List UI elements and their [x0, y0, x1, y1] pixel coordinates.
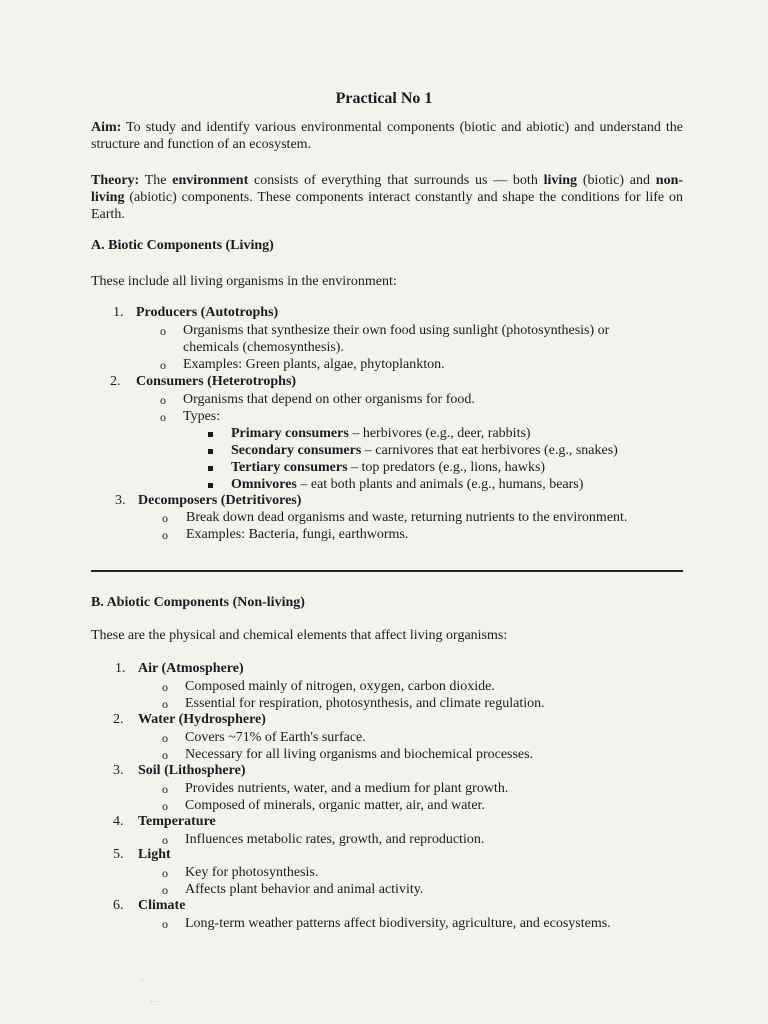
aim-paragraph — [91, 119, 683, 153]
bullet-icon: o — [160, 410, 166, 424]
bullet-icon: o — [162, 748, 168, 762]
theory-text: The — [139, 173, 173, 188]
list-subitem: Provides nutrients, water, and a medium for plant growth. — [185, 781, 509, 796]
list-subitem: Necessary for all living organisms and biochemical processes. — [185, 747, 534, 762]
aim-label: Aim: — [91, 120, 122, 135]
list-subitem: Organisms that synthesize their own food using sunlight (photosynthesis) or — [183, 323, 610, 338]
bullet-icon: o — [162, 697, 168, 711]
consumer-type — [231, 443, 618, 459]
list-number: 3. — [115, 493, 126, 508]
bullet-icon: o — [162, 528, 168, 542]
list-subitem: Break down dead organisms and waste, returning nutrients to the environment. — [186, 510, 628, 525]
list-subitem: Influences metabolic rates, growth, and reproduction. — [185, 832, 485, 847]
bullet-icon: o — [162, 782, 168, 796]
list-subitem: Covers ~71% of Earth's surface. — [185, 730, 366, 745]
theory-bold-term: living — [543, 173, 578, 188]
abiotic-intro: These are the physical and chemical elements that affect living organisms: — [91, 628, 508, 643]
square-bullet-icon — [208, 466, 213, 471]
bullet-icon: o — [162, 799, 168, 813]
theory-bold-term: environment — [172, 173, 249, 188]
bullet-icon: o — [162, 883, 168, 897]
consumer-type-desc: – eat both plants and animals (e.g., humans, bears) — [296, 477, 584, 492]
list-number: 1. — [115, 661, 126, 676]
bullet-icon: o — [162, 731, 168, 745]
theory-text: (abiotic) components. These components interact constantly and shape the conditions for life on Earth. — [91, 190, 683, 222]
square-bullet-icon — [208, 432, 213, 437]
list-item-title: Air (Atmosphere) — [138, 661, 244, 676]
consumer-type-name: Omnivores — [231, 477, 297, 492]
bullet-icon: o — [162, 833, 168, 847]
scan-speck: · — [140, 975, 144, 987]
theory-text: (biotic) and — [577, 173, 656, 188]
square-bullet-icon — [208, 449, 213, 454]
theory-text: consists of everything that surrounds us — both — [248, 173, 544, 188]
consumer-type — [231, 426, 531, 442]
scan-speck: · · — [150, 996, 161, 1008]
list-number: 6. — [113, 898, 124, 913]
theory-label: Theory: — [91, 173, 140, 188]
section-divider — [91, 570, 683, 572]
consumer-type-desc: – herbivores (e.g., deer, rabbits) — [348, 426, 531, 441]
list-number: 3. — [113, 763, 124, 778]
list-subitem: Composed mainly of nitrogen, oxygen, carbon dioxide. — [185, 679, 495, 694]
list-subitem: Organisms that depend on other organisms for food. — [183, 392, 475, 407]
list-item-title: Producers (Autotrophs) — [136, 305, 279, 320]
list-subitem: chemicals (chemosynthesis). — [183, 340, 344, 355]
consumer-type-name: Primary consumers — [231, 426, 349, 441]
square-bullet-icon — [208, 483, 213, 488]
list-subitem: Types: — [183, 409, 221, 424]
bullet-icon: o — [162, 866, 168, 880]
bullet-icon: o — [162, 680, 168, 694]
bullet-icon: o — [160, 393, 166, 407]
list-number: 2. — [110, 374, 121, 389]
bullet-icon: o — [160, 324, 166, 338]
consumer-type — [231, 460, 545, 476]
list-number: 4. — [113, 814, 124, 829]
list-subitem: Examples: Bacteria, fungi, earthworms. — [186, 527, 409, 542]
list-number: 5. — [113, 847, 124, 862]
list-item-title: Decomposers (Detritivores) — [138, 493, 302, 508]
list-item-title: Consumers (Heterotrophs) — [136, 374, 297, 389]
consumer-type-name: Tertiary consumers — [231, 460, 348, 475]
biotic-intro: These include all living organisms in the environment: — [91, 274, 397, 289]
list-subitem: Affects plant behavior and animal activity. — [185, 882, 424, 897]
consumer-type-desc: – top predators (e.g., lions, hawks) — [347, 460, 546, 475]
list-subitem: Composed of minerals, organic matter, air, and water. — [185, 798, 485, 813]
list-item-title: Soil (Lithosphere) — [138, 763, 246, 778]
biotic-heading: A. Biotic Components (Living) — [91, 238, 274, 253]
bullet-icon: o — [162, 917, 168, 931]
list-item-title: Climate — [138, 898, 186, 913]
list-item-title: Water (Hydrosphere) — [138, 712, 266, 727]
bullet-icon: o — [162, 511, 168, 525]
list-subitem: Examples: Green plants, algae, phytoplankton. — [183, 357, 445, 372]
consumer-type-desc: – carnivores that eat herbivores (e.g., snakes) — [361, 443, 618, 458]
list-subitem: Long-term weather patterns affect biodiversity, agriculture, and ecosystems. — [185, 916, 611, 931]
list-item-title: Light — [138, 847, 171, 862]
list-number: 1. — [113, 305, 124, 320]
list-number: 2. — [113, 712, 124, 727]
list-subitem: Essential for respiration, photosynthesis, and climate regulation. — [185, 696, 545, 711]
list-subitem: Key for photosynthesis. — [185, 865, 319, 880]
theory-bold-term: non-living — [91, 173, 684, 205]
consumer-type — [231, 477, 583, 493]
abiotic-heading: B. Abiotic Components (Non-living) — [91, 595, 305, 610]
consumer-type-name: Secondary consumers — [231, 443, 362, 458]
aim-text: To study and identify various environmental components (biotic and abiotic) and understand the structure and function of an ecosystem. — [91, 120, 683, 152]
bullet-icon: o — [160, 358, 166, 372]
theory-paragraph — [91, 172, 683, 223]
list-item-title: Temperature — [138, 814, 216, 829]
page-title: Practical No 1 — [335, 90, 433, 107]
